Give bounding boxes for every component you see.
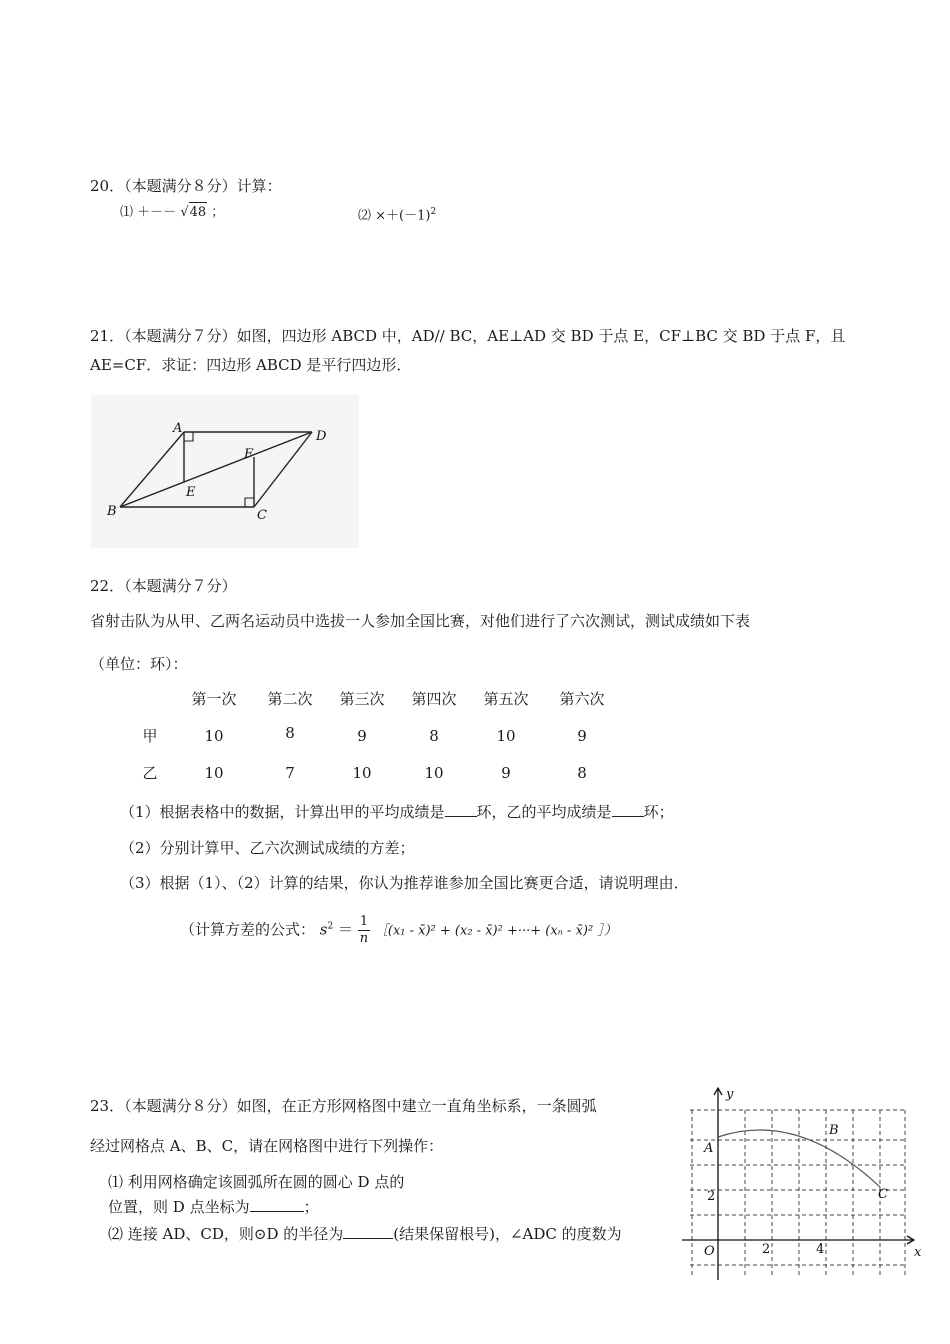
table-header-cell: 第五次 xyxy=(483,690,529,708)
table-header-cell: 第一次 xyxy=(191,690,237,708)
answer-blank-jia-mean[interactable] xyxy=(445,802,477,817)
q20-part1-number: ⑴ xyxy=(120,205,134,220)
q23-sub1b-text: 位置，则 D 点坐标为 xyxy=(108,1198,250,1216)
origin-label: O xyxy=(704,1244,715,1259)
table-row-label-jia: 甲 xyxy=(142,727,158,745)
q23-coordinate-grid-figure xyxy=(678,1080,926,1285)
q21-line1: 21．（本题满分７分）如图，四边形 ABCD 中，AD// BC，AE⊥AD 交 BD 于点 E，CF⊥BC 交 BD 于点 F，且 xyxy=(90,327,846,345)
q20-sqrt-48: 48 xyxy=(189,202,208,223)
formula-denominator: n xyxy=(359,931,369,946)
table-row-label-yi: 乙 xyxy=(142,764,158,782)
formula-body: ［(x₁ - x̄)² + (x₂ - x̄)² +···+ (xₙ - x̄)² ］） xyxy=(374,923,617,939)
q20-part2 xyxy=(358,202,436,226)
q22-sub3: （3）根据（1）、（2）计算的结果，你认为推荐谁参加全国比赛更合适，请说明理由． xyxy=(120,874,689,892)
axis-label-y: y xyxy=(726,1087,734,1102)
vertex-label-A: A xyxy=(173,421,183,436)
answer-blank-yi-mean[interactable] xyxy=(612,802,644,817)
table-header-cell: 第二次 xyxy=(267,690,313,708)
q22-variance-formula: （计算方差的公式： $s^2$ ＝ $\frac{1}{n}$ ［(x₁ - x̄)² + (x₂ - x̄)² +···+ (xₙ - x̄)² ］） xyxy=(180,914,617,946)
axis-label-x: x xyxy=(914,1245,922,1260)
table-cell: 10 xyxy=(204,764,224,782)
q23-line1: 23．（本题满分８分）如图，在正方形网格图中建立一直角坐标系，一条圆弧 xyxy=(90,1097,597,1115)
q21-parallelogram-figure xyxy=(91,395,359,548)
tick-label-y-2: 2 xyxy=(707,1189,716,1204)
q22-sub1 xyxy=(120,802,674,822)
q23-sub2-text-a: ⑵ 连接 AD、CD，则⊙D 的半径为 xyxy=(108,1225,344,1243)
point-label-B: B xyxy=(829,1123,839,1138)
table-cell: 8 xyxy=(577,764,587,782)
q22-header: 22．（本题满分７分） xyxy=(90,577,237,595)
q22-intro-line2: （单位：环）： xyxy=(90,655,188,673)
q20-part1-ops: ＋－－ xyxy=(137,205,177,220)
q20-part2-sup: 2 xyxy=(430,207,437,217)
q21-line2: AE=CF．求证：四边形 ABCD 是平行四边形． xyxy=(90,356,412,374)
vertex-label-C: C xyxy=(257,508,267,523)
tick-label-x-2: 2 xyxy=(762,1242,771,1257)
table-header-cell: 第六次 xyxy=(559,690,605,708)
q20-part1-end: ； xyxy=(211,205,225,220)
q22-sub1-text-b: 环，乙的平均成绩是 xyxy=(476,803,612,821)
table-cell: 9 xyxy=(577,727,587,745)
table-cell: 10 xyxy=(204,727,224,745)
vertex-label-D: D xyxy=(316,429,327,444)
tick-label-x-4: 4 xyxy=(816,1242,825,1257)
formula-s: s xyxy=(319,920,328,939)
formula-label: （计算方差的公式： xyxy=(180,920,316,939)
table-cell: 8 xyxy=(285,724,295,742)
q23-sub1b xyxy=(108,1197,319,1217)
table-cell: 8 xyxy=(429,727,439,745)
point-label-C: C xyxy=(878,1187,888,1202)
q20-part2-expr: ×＋(－1) xyxy=(375,208,431,224)
q23-sub2 xyxy=(108,1224,622,1244)
q22-intro-line1: 省射击队为从甲、乙两名运动员中选拔一人参加全国比赛，对他们进行了六次测试，测试成绩如下表 xyxy=(90,612,751,630)
q20-header: 20．（本题满分８分）计算： xyxy=(90,177,282,195)
answer-blank-radius[interactable] xyxy=(343,1224,393,1239)
table-cell: 9 xyxy=(357,727,367,745)
point-label-E: E xyxy=(186,485,196,500)
q20-part1: ⑴ ＋－－ √48 ； xyxy=(120,202,224,223)
point-label-F: F xyxy=(244,447,254,462)
point-label-A: A xyxy=(704,1141,714,1156)
q23-sub1a: ⑴ 利用网格确定该圆弧所在圆的圆心 D 点的 xyxy=(108,1173,405,1191)
table-cell: 7 xyxy=(285,764,295,782)
q22-sub1-text-c: 环； xyxy=(643,803,674,821)
q23-line2: 经过网格点 A、B、C，请在网格图中进行下列操作： xyxy=(90,1137,444,1155)
figure-background xyxy=(91,395,359,548)
answer-blank-d-coordinates[interactable] xyxy=(250,1197,304,1212)
table-header-cell: 第四次 xyxy=(411,690,457,708)
table-cell: 10 xyxy=(352,764,372,782)
table-header-cell: 第三次 xyxy=(339,690,385,708)
vertex-label-B: B xyxy=(107,504,117,519)
table-cell: 10 xyxy=(424,764,444,782)
q23-sub1b-end: ； xyxy=(303,1198,319,1216)
q22-sub1-text-a: （1）根据表格中的数据，计算出甲的平均成绩是 xyxy=(120,803,445,821)
formula-equals: ＝ xyxy=(338,920,354,939)
q22-sub2: （2）分别计算甲、乙六次测试成绩的方差； xyxy=(120,839,415,857)
formula-fraction xyxy=(358,914,370,947)
table-cell: 9 xyxy=(501,764,511,782)
formula-numerator: 1 xyxy=(359,914,369,929)
q23-sub2-text-b: (结果保留根号)，∠ADC 的度数为 xyxy=(393,1225,622,1243)
table-cell: 10 xyxy=(496,727,516,745)
q20-part2-number: ⑵ xyxy=(358,208,372,224)
